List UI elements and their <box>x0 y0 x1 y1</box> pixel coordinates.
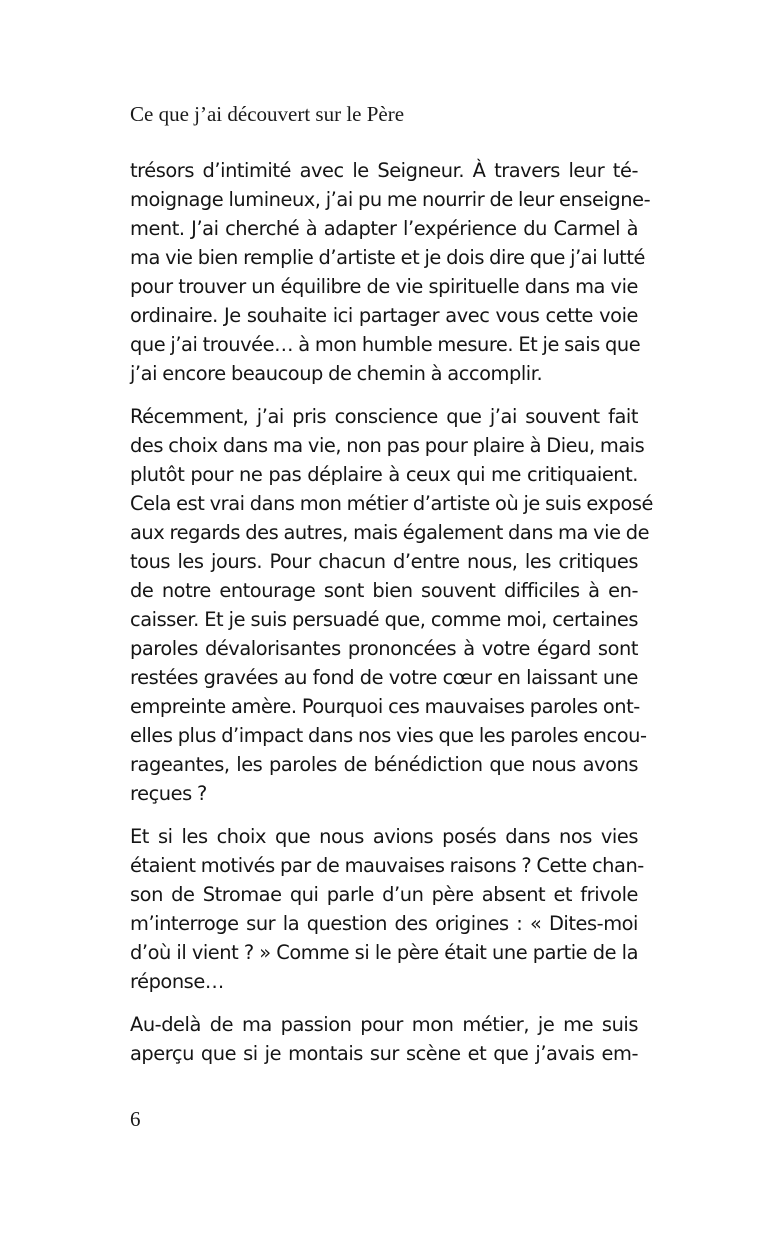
text-line: ma vie bien remplie d’artiste et je dois dire que j’ai lutté <box>130 246 645 269</box>
text-line: aux regards des autres, mais également dans ma vie de <box>130 521 650 544</box>
body-text <box>130 156 653 1082</box>
running-header: Ce que j’ai découvert sur le Père <box>130 102 405 126</box>
text-line: étaient motivés par de mauvaises raisons ? Cette chan- <box>130 854 644 877</box>
text-line: reçues ? <box>130 782 207 805</box>
paragraph <box>130 156 651 388</box>
text-line: paroles dévalorisantes prononcées à votre égard sont <box>130 637 638 660</box>
text-line: empreinte amère. Pourquoi ces mauvaises paroles ont- <box>130 695 640 718</box>
text-line: ordinaire. Je souhaite ici partager avec vous cette voie <box>130 304 638 327</box>
text-line: plutôt pour ne pas déplaire à ceux qui me critiquaient. <box>130 463 638 486</box>
paragraph <box>130 402 653 808</box>
text-line: Au-delà de ma passion pour mon métier, je me suis <box>130 1013 638 1036</box>
paragraph <box>130 1010 638 1068</box>
text-line: pour trouver un équilibre de vie spirituelle dans ma vie <box>130 275 638 298</box>
paragraph <box>130 822 644 996</box>
text-line: aperçu que si je montais sur scène et que j’avais em- <box>130 1042 638 1065</box>
text-line: m’interroge sur la question des origines : « Dites-moi <box>130 912 638 935</box>
text-line: d’où il vient ? » Comme si le père était une partie de la <box>130 941 638 964</box>
text-line: tous les jours. Pour chacun d’entre nous, les critiques <box>130 550 638 573</box>
text-line: des choix dans ma vie, non pas pour plaire à Dieu, mais <box>130 434 645 457</box>
text-line: son de Stromae qui parle d’un père absent et frivole <box>130 883 638 906</box>
text-line: elles plus d’impact dans nos vies que les paroles encou- <box>130 724 647 747</box>
text-line: Et si les choix que nous avions posés dans nos vies <box>130 825 638 848</box>
text-line: moignage lumineux, j’ai pu me nourrir de leur enseigne- <box>130 188 651 211</box>
text-line: de notre entourage sont bien souvent difficiles à en- <box>130 579 638 602</box>
text-line: rageantes, les paroles de bénédiction que nous avons <box>130 753 638 776</box>
page-number: 6 <box>130 1107 141 1131</box>
text-line: réponse… <box>130 970 224 993</box>
text-line: caisser. Et je suis persuadé que, comme moi, certaines <box>130 608 638 631</box>
text-line: que j’ai trouvée… à mon humble mesure. Et je sais que <box>130 333 641 356</box>
text-line: restées gravées au fond de votre cœur en laissant une <box>130 666 638 689</box>
text-line: j’ai encore beaucoup de chemin à accomplir. <box>130 362 543 385</box>
text-line: Cela est vrai dans mon métier d’artiste où je suis exposé <box>130 492 653 515</box>
text-line: trésors d’intimité avec le Seigneur. À travers leur té- <box>130 159 638 182</box>
text-line: Récemment, j’ai pris conscience que j’ai souvent fait <box>130 405 638 428</box>
text-line: ment. J’ai cherché à adapter l’expérience du Carmel à <box>130 217 638 240</box>
